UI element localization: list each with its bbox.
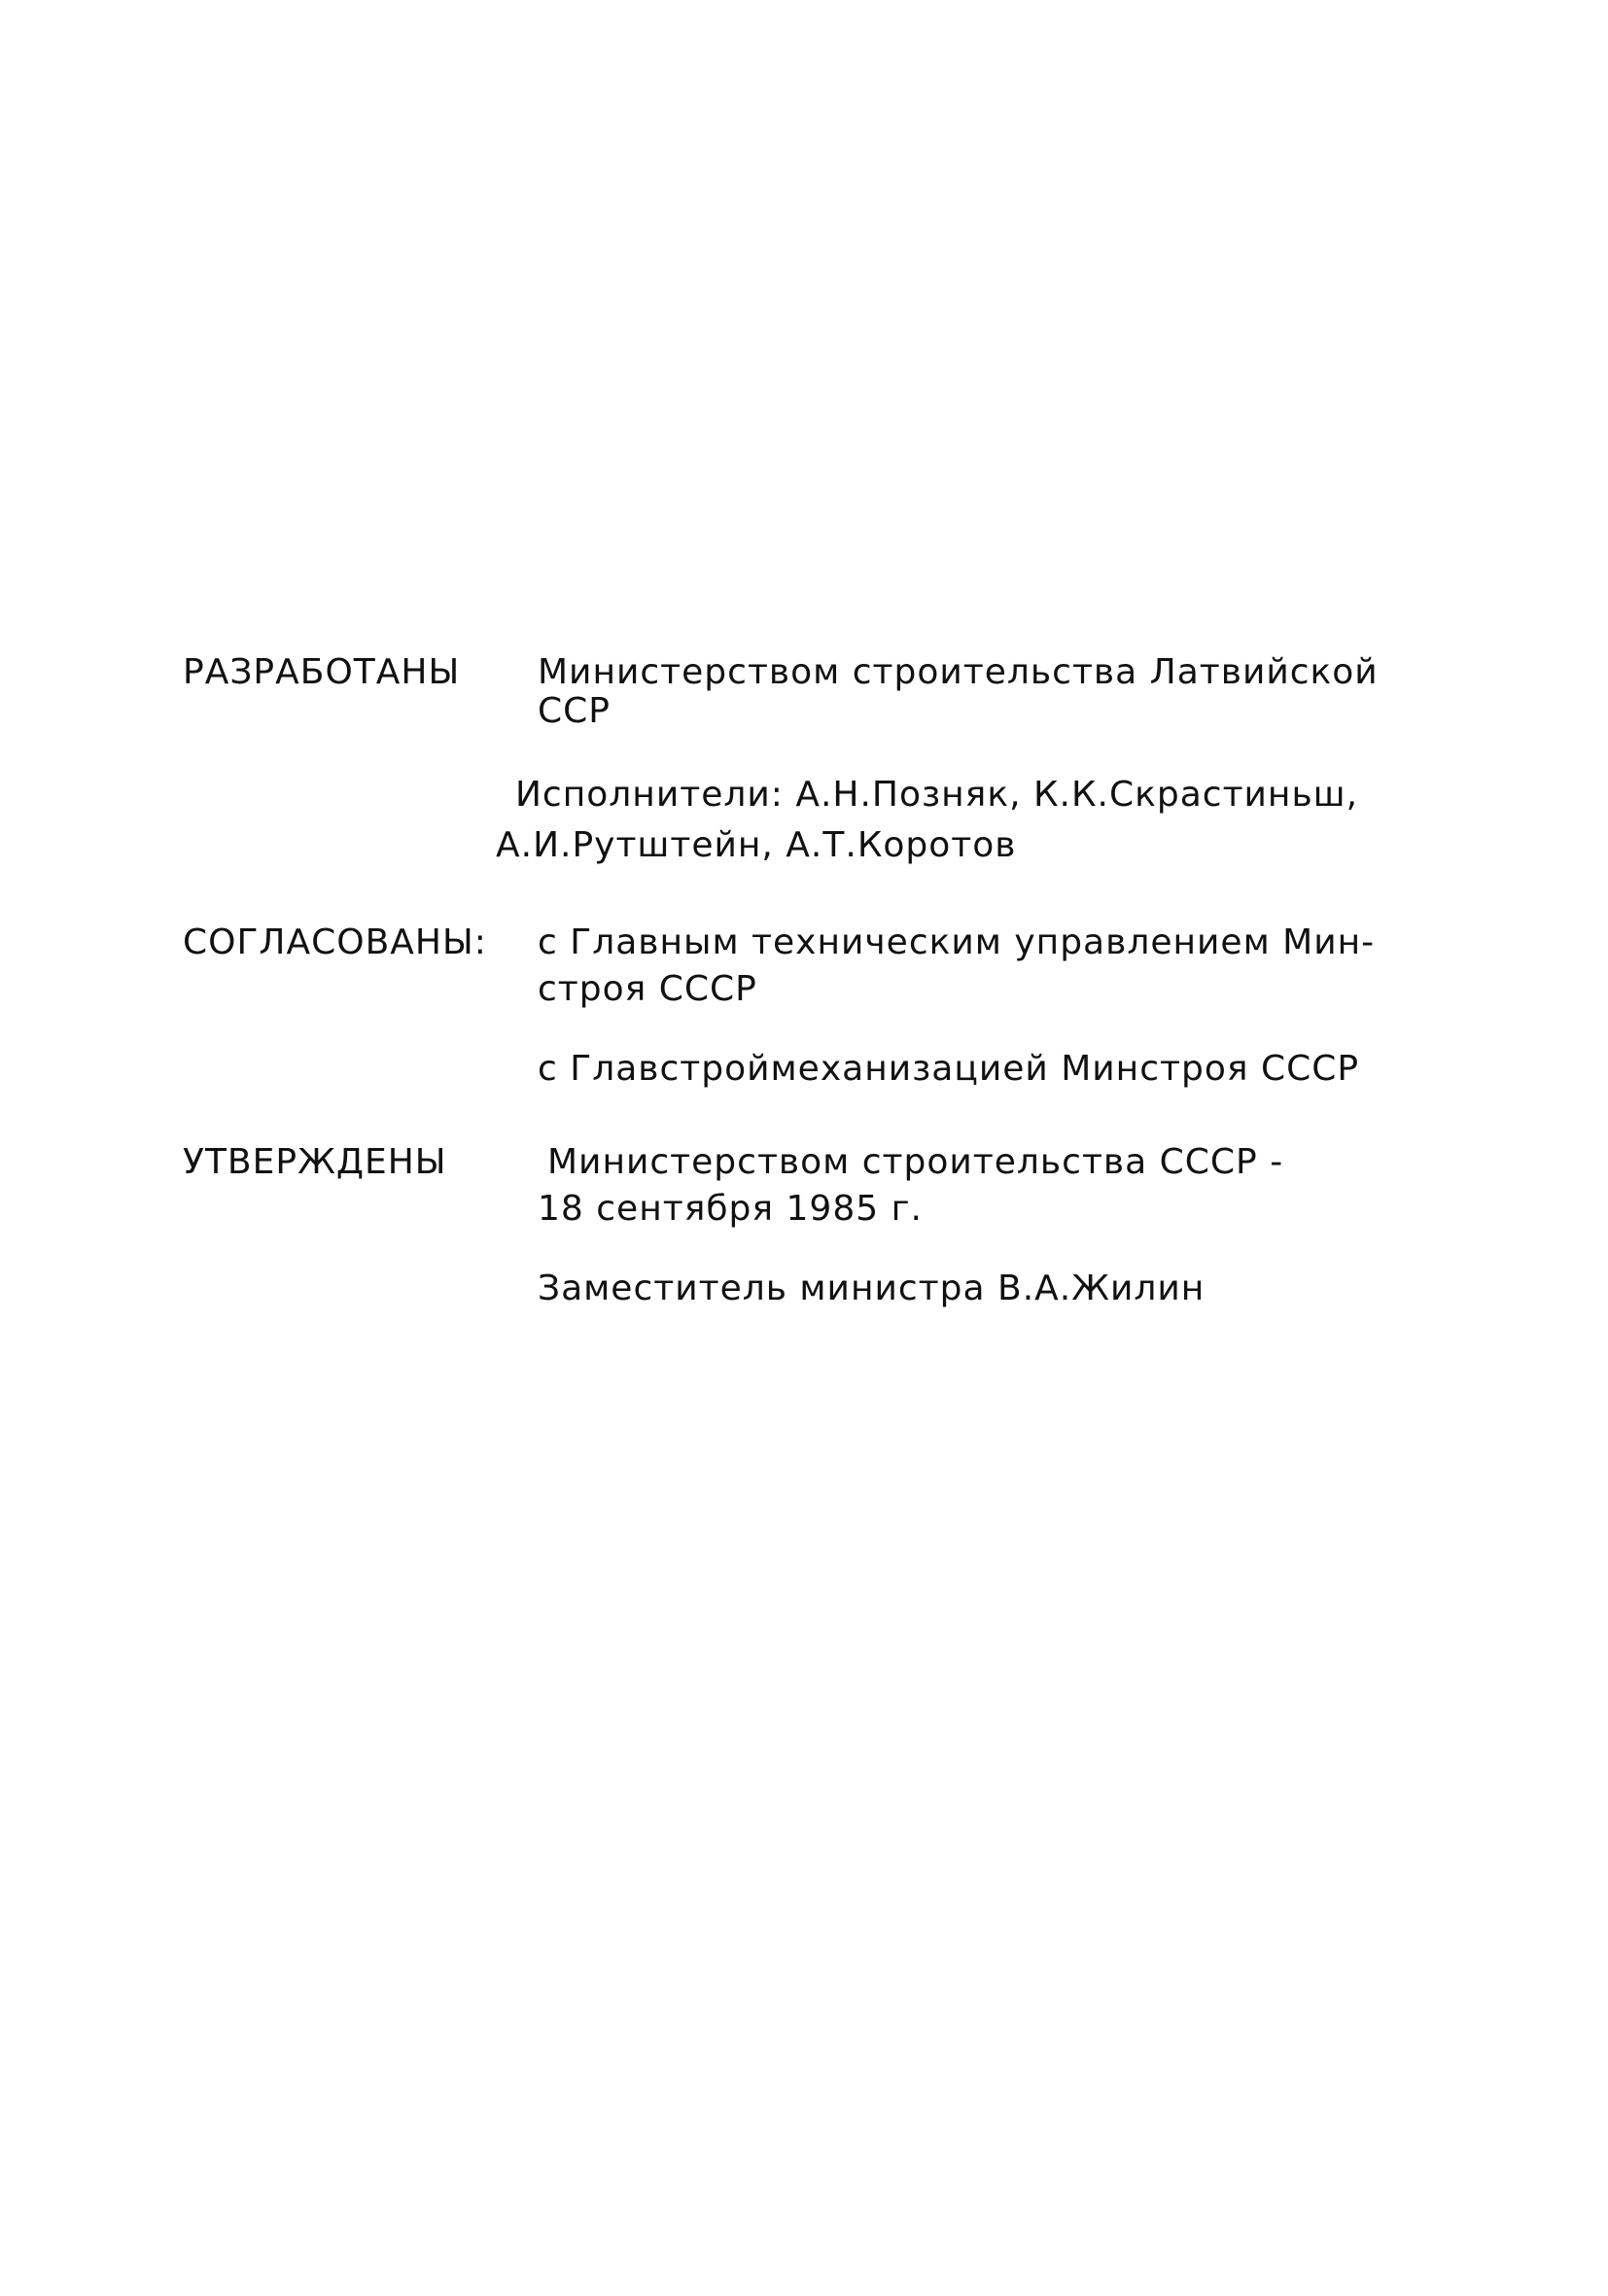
developed-line-2: ССР bbox=[538, 691, 611, 731]
agreed-label: СОГЛАСОВАНЫ: bbox=[183, 922, 487, 962]
developed-label: РАЗРАБОТАНЫ bbox=[183, 652, 461, 692]
approved-signatory: Заместитель министра В.А.Жилин bbox=[538, 1269, 1206, 1308]
agreed-line-2: строя СССР bbox=[538, 969, 757, 1009]
approved-line-1: Министерством строительства СССР - bbox=[547, 1142, 1284, 1182]
agreed-line-1: с Главным техническим управлением Мин- bbox=[538, 922, 1376, 962]
approved-date: 18 сентября 1985 г. bbox=[538, 1189, 923, 1229]
developed-line-1: Министерством строительства Латвийской bbox=[538, 652, 1379, 692]
approved-label: УТВЕРЖДЕНЫ bbox=[183, 1142, 447, 1182]
agreed-line-3: с Главстроймеханизацией Минстроя СССР bbox=[538, 1049, 1360, 1089]
performers-line-1: Исполнители: А.Н.Позняк, К.К.Скрастиньш, bbox=[515, 775, 1359, 815]
performers-line-2: А.И.Рутштейн, А.Т.Коротов bbox=[496, 825, 1017, 865]
